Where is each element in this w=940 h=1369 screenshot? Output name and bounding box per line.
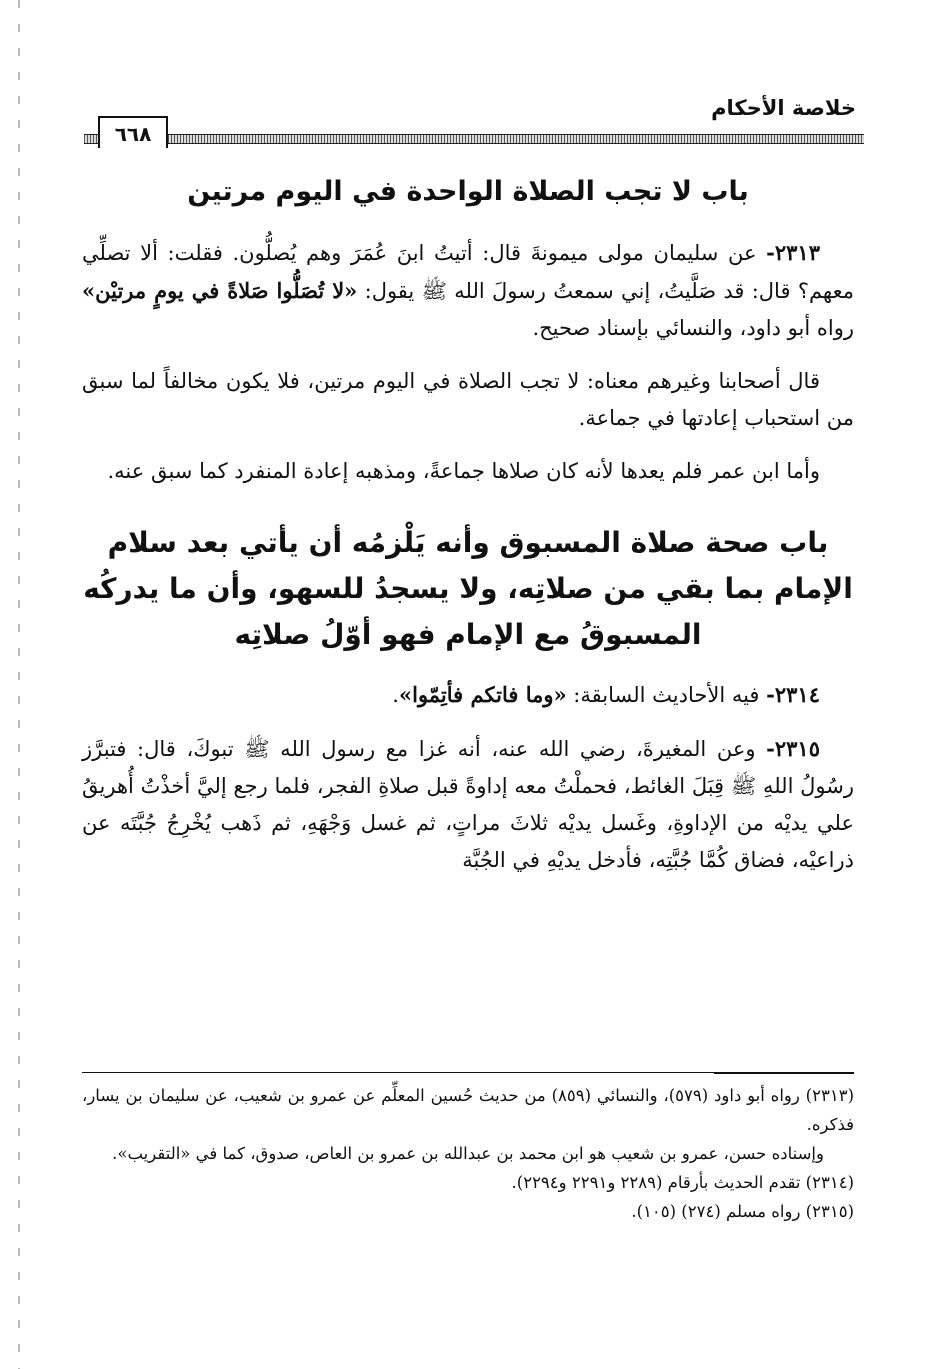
page-number: ٦٦٨ (98, 116, 168, 148)
hadith-quote: «وما فاتكم فأتِمّوا» (398, 682, 567, 707)
hadith-text: وعن المغيرةَ، رضي الله عنه، أنه غزا مع رسول الله ﷺ تبوكَ، قال: فتبرَّز رسُولُ اللهِ ﷺ قِبَلَ الغائط، فحملْتُ معه إداوةً قبل صلاةِ الفجر، فلما رجع إليَّ أخذْتُ أُهريقُ علي يديْه من الإداوةِ، وغَسل يديْه ثلاثَ مراتٍ، ثم غسل وَجْهَهِ، ثم ذَهب يُخْرِجُ جُبَّتَه عن ذراعيْه، فضاق كُمَّا جُبَّتِه، فأدخل يديْهِ في الجُبَّة (82, 737, 854, 872)
hadith-paragraph (82, 676, 854, 714)
main-text (82, 168, 854, 895)
footnote-rule (714, 1072, 854, 1074)
hadith-quote: «لا تُصَلُّوا صَلاةً في يومٍ مرتيْن» (82, 278, 358, 303)
running-header (84, 96, 864, 148)
footnote: (٢٣١٣) رواه أبو داود (٥٧٩)، والنسائي (٨٥٩) من حديث حُسين المعلِّم عن عمرو بن شعيب، عن سليمان بن يسار، فذكره. (82, 1086, 855, 1134)
footnote: وإسناده حسن، عمرو بن شعيب هو ابن محمد بن عبدالله بن عمرو بن العاص، صدوق، كما في «التقريب». (112, 1144, 824, 1163)
hadith-paragraph (82, 234, 854, 347)
chapter-title: باب لا تجب الصلاة الواحدة في اليوم مرتين (187, 176, 749, 207)
hadith-source: رواه أبو داود، والنسائي بإسناد صحيح. (532, 316, 854, 340)
commentary-paragraph: قال أصحابنا وغيرهم معناه: لا تجب الصلاة في اليوم مرتين، فلا يكون مخالفاً لما سبق من استحباب إعادتها في جماعة. (82, 369, 854, 430)
commentary-paragraph: وأما ابن عمر فلم يعدها لأنه كان صلاها جماعةً، ومذهبه إعادة المنفرد كما سبق عنه. (107, 459, 820, 483)
hadith-text: فيه الأحاديث السابقة: (573, 683, 760, 707)
chapter-title: باب صحة صلاة المسبوق وأنه يَلْزمُه أن يأتي بعد سلام الإمام بما بقي من صلاتِه، ولا يسجدُ للسهو، وأن ما يدركُه المسبوقُ مع الإمام فهو أوّلُ صلاتِه (83, 526, 853, 651)
hadith-number: ٢٣١٤- (766, 682, 820, 707)
footnote: (٢٣١٤) تقدم الحديث بأرقام (٢٢٨٩ و٢٢٩١ و٢٢٩٤). (511, 1173, 854, 1192)
hadith-text: عن سليمان مولى ميمونةَ قال: أتيتُ ابنَ عُمَرَ وهم يُصلُّون. فقلت: ألا تصلِّي معهم؟ قال: قد صَلَّيتُ، إني سمعتُ رسولَ الله ﷺ يقول: (82, 241, 854, 303)
hadith-number: ٢٣١٣- (766, 240, 820, 265)
hadith-number: ٢٣١٥- (766, 736, 820, 761)
hadith-end-mark: . (392, 683, 399, 707)
footnote: (٢٣١٥) رواه مسلم (٢٧٤) (١٠٥). (631, 1202, 854, 1221)
book-title: خلاصة الأحكام (711, 96, 856, 120)
footnotes (82, 1072, 854, 1226)
header-rule (84, 134, 864, 144)
hadith-paragraph (82, 730, 854, 879)
scan-edge-mark (18, 0, 20, 1369)
